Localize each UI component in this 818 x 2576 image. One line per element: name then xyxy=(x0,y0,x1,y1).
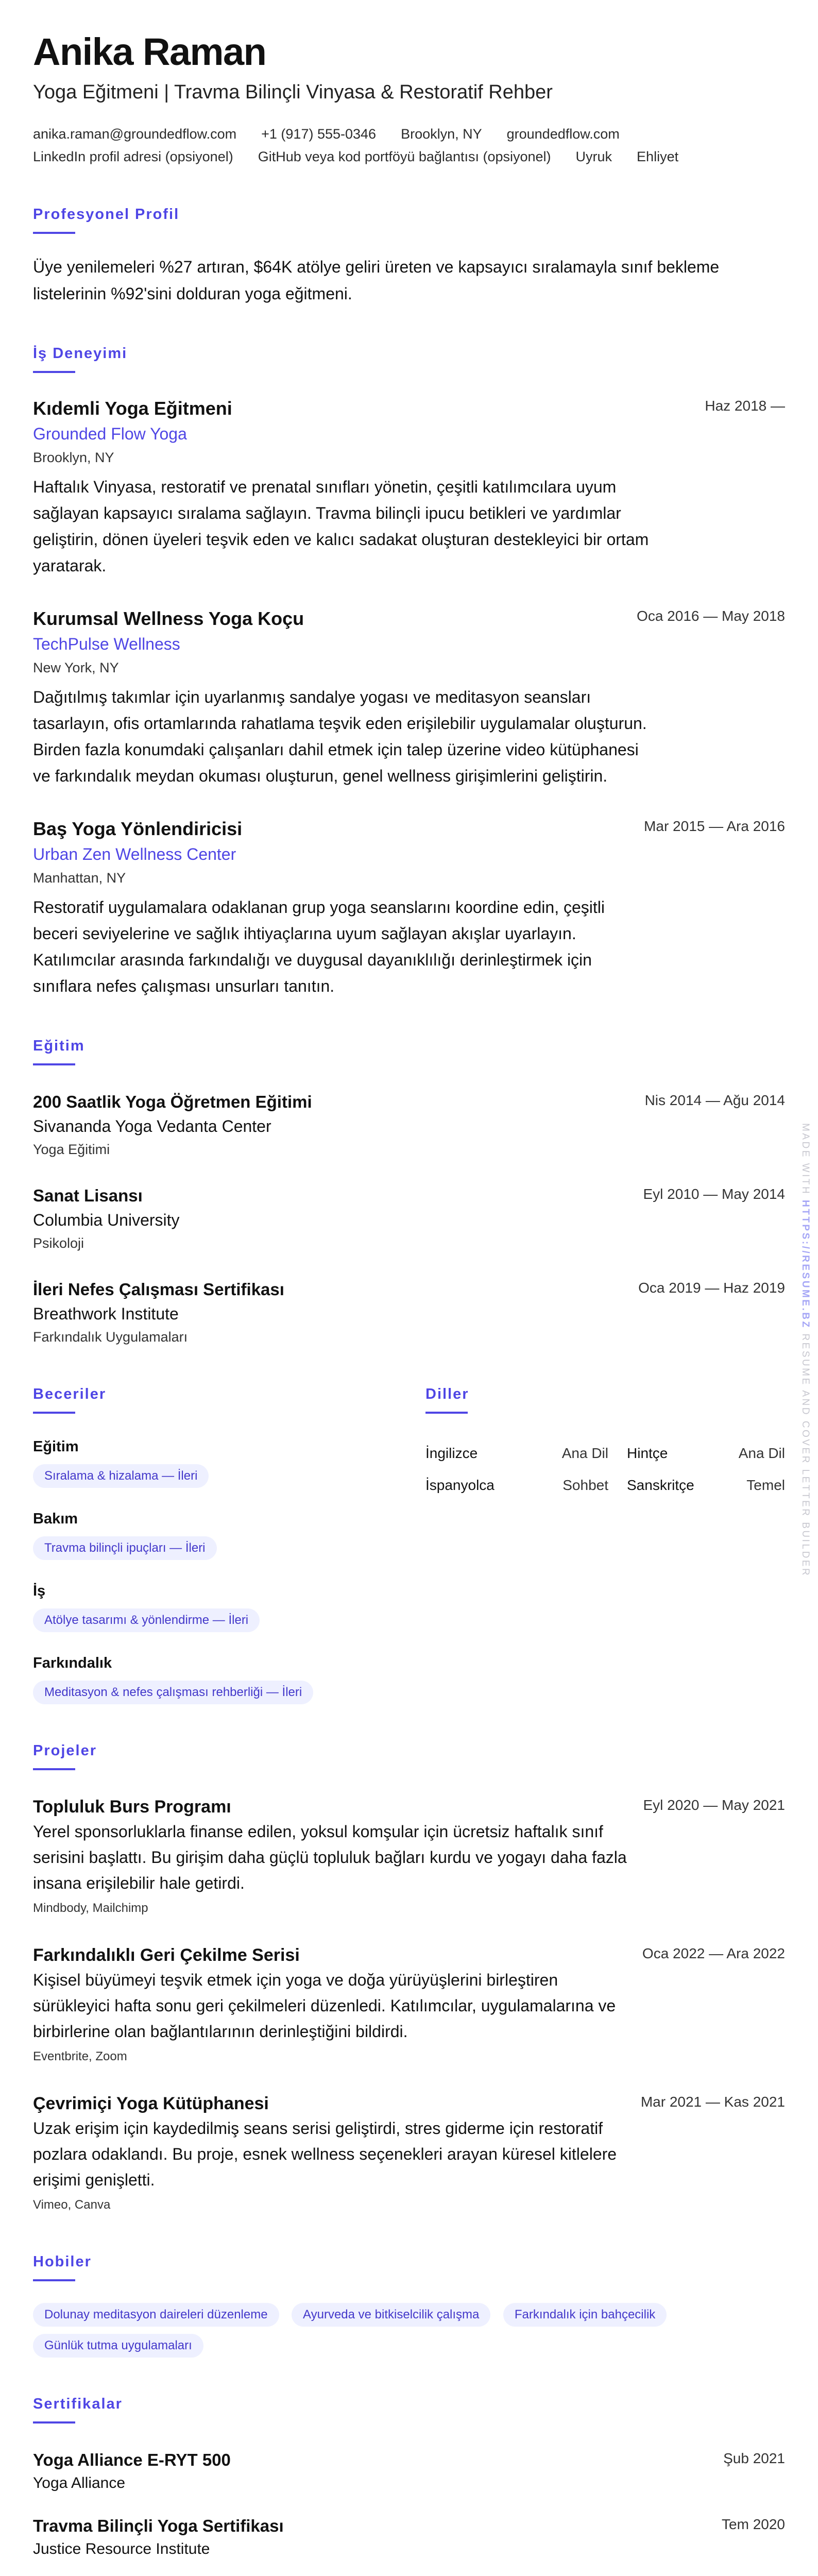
skill-category: İş xyxy=(33,1583,46,1599)
section-divider xyxy=(425,1412,468,1414)
section-divider xyxy=(33,1768,75,1770)
job-location: Brooklyn, NY xyxy=(33,450,114,465)
builder-watermark xyxy=(800,1123,811,1577)
languages-section xyxy=(425,1384,785,1704)
experience-entry xyxy=(33,606,785,789)
education-entry xyxy=(33,1090,785,1160)
languages-section-title: Diller xyxy=(425,1386,469,1402)
job-title: Baş Yoga Yönlendiricisi xyxy=(33,818,243,839)
project-entry xyxy=(33,2092,785,2215)
watermark-link[interactable]: HTTPS://RESUME.BZ xyxy=(800,1200,811,1329)
experience-entry xyxy=(33,396,785,579)
certification-date: Tem 2020 xyxy=(722,2516,785,2532)
project-name: Farkındalıklı Geri Çekilme Serisi xyxy=(33,1945,300,1965)
project-tools: Mindbody, Mailchimp xyxy=(33,1901,148,1915)
experience-section xyxy=(33,343,785,999)
section-divider xyxy=(33,1412,75,1414)
watermark-prefix: MADE WITH xyxy=(800,1123,811,1196)
job-date: Haz 2018 — xyxy=(705,398,785,414)
skill-group xyxy=(33,1436,425,1488)
section-divider xyxy=(33,371,75,373)
candidate-headline: Yoga Eğitmeni | Travma Bilinçli Vinyasa & Restoratif Rehber xyxy=(33,81,553,103)
skills-languages-row xyxy=(33,1384,785,1704)
skill-tag: Sıralama & hizalama — İleri xyxy=(33,1464,209,1488)
project-date: Eyl 2020 — May 2021 xyxy=(643,1797,785,1813)
project-date: Mar 2021 — Kas 2021 xyxy=(640,2094,785,2110)
section-divider xyxy=(33,2421,75,2424)
project-description: Kişisel büyümeyi teşvik etmek için yoga ve doğa yürüyüşlerini birleştiren sürükleyici hafta sonu geri çekilmeleri düzenledi. Katılımcılar, uygulamalarına ve birbirlerine olan bağlantılarının derinleştiğini bildirdi. xyxy=(33,1971,616,2041)
profile-section xyxy=(33,204,785,307)
certification-name: Travma Bilinçli Yoga Sertifikası xyxy=(33,2516,284,2535)
profile-summary: Üye yenilemeleri %27 artıran, $64K atölye geliri üreten ve kapsayıcı sıralamayla sınıf bekleme listelerinin %92'sini dolduran yoga eğitmeni. xyxy=(33,258,720,303)
company-name: Urban Zen Wellness Center xyxy=(33,845,236,863)
project-name: Topluluk Burs Programı xyxy=(33,1797,231,1817)
job-date: Oca 2016 — May 2018 xyxy=(637,608,785,624)
certification-issuer: Yoga Alliance xyxy=(33,2475,126,2492)
study-field: Yoga Eğitimi xyxy=(33,1142,110,1157)
skill-tag: Meditasyon & nefes çalışması rehberliği — İleri xyxy=(33,1681,313,1704)
experience-entry xyxy=(33,816,785,999)
hobby-tag: Ayurveda ve bitkiselcilik çalışma xyxy=(292,2303,490,2327)
contact-linkedin[interactable]: LinkedIn profil adresi (opsiyonel) xyxy=(33,149,233,164)
contact-location: Brooklyn, NY xyxy=(401,126,482,142)
section-divider xyxy=(33,1063,75,1065)
study-field: Farkındalık Uygulamaları xyxy=(33,1329,188,1345)
language-name: İngilizce xyxy=(425,1445,478,1461)
degree-title: Sanat Lisansı xyxy=(33,1186,143,1205)
education-date: Nis 2014 — Ağu 2014 xyxy=(644,1092,785,1108)
contact-phone[interactable]: +1 (917) 555-0346 xyxy=(261,126,377,142)
skills-section xyxy=(33,1384,425,1704)
degree-title: İleri Nefes Çalışması Sertifikası xyxy=(33,1280,284,1299)
job-description: Dağıtılmış takımlar için uyarlanmış sandalye yogası ve meditasyon seansları tasarlayın, ofis ortamlarında rahatlama teşvik eden erişilebilir uygulamalar oluşturun. Birden fazla konumdaki çalışanları dahil etmek için talep üzerine video kütüphanesi ve farkındalık meydan okuması oluşturun, genel wellness girişimlerini geliştirin. xyxy=(33,688,647,785)
education-date: Eyl 2010 — May 2014 xyxy=(643,1186,785,1202)
languages-grid xyxy=(425,1437,785,1501)
contact-nationality: Uyruk xyxy=(575,149,612,164)
job-title: Kıdemli Yoga Eğitmeni xyxy=(33,398,232,419)
language-level: Sohbet xyxy=(563,1477,608,1493)
certifications-section xyxy=(33,2394,785,2561)
resume-page xyxy=(33,29,785,2561)
education-date: Oca 2019 — Haz 2019 xyxy=(638,1280,785,1296)
skill-group xyxy=(33,1653,425,1704)
language-level: Ana Dil xyxy=(561,1445,608,1461)
project-date: Oca 2022 — Ara 2022 xyxy=(642,1945,785,1961)
skill-category: Eğitim xyxy=(33,1438,79,1455)
project-tools: Vimeo, Canva xyxy=(33,2198,111,2212)
hobby-tag: Dolunay meditasyon daireleri düzenleme xyxy=(33,2303,279,2327)
project-description: Uzak erişim için kaydedilmiş seans serisi geliştirdi, stres giderme için restoratif pozlara odaklandı. Bu proje, esnek wellness seçenekleri arayan küresel kitlelere erişimi genişletti. xyxy=(33,2119,617,2189)
contact-row-secondary xyxy=(33,145,785,168)
language-name: Sanskritçe xyxy=(627,1477,694,1493)
skill-group xyxy=(33,1509,425,1560)
experience-section-title: İş Deneyimi xyxy=(33,345,128,362)
school-name: Breathwork Institute xyxy=(33,1304,179,1323)
project-name: Çevrimiçi Yoga Kütüphanesi xyxy=(33,2094,269,2113)
education-entry xyxy=(33,1278,785,1348)
profile-section-title: Profesyonel Profil xyxy=(33,206,180,223)
certification-issuer: Justice Resource Institute xyxy=(33,2540,210,2557)
watermark-suffix: RESUME AND COVER LETTER BUILDER xyxy=(800,1333,811,1578)
certification-name: Yoga Alliance E-RYT 500 xyxy=(33,2450,231,2469)
company-name: TechPulse Wellness xyxy=(33,635,180,653)
job-title: Kurumsal Wellness Yoga Koçu xyxy=(33,608,304,629)
skill-tag: Atölye tasarımı & yönlendirme — İleri xyxy=(33,1608,260,1632)
certification-entry xyxy=(33,2514,785,2561)
education-section-title: Eğitim xyxy=(33,1038,85,1054)
skill-group xyxy=(33,1581,425,1632)
hobby-tag: Günlük tutma uygulamaları xyxy=(33,2334,203,2358)
language-name: İspanyolca xyxy=(425,1477,495,1493)
candidate-name: Anika Raman xyxy=(33,30,266,73)
company-name: Grounded Flow Yoga xyxy=(33,425,187,443)
project-description: Yerel sponsorluklarla finanse edilen, yoksul komşular için ücretsiz haftalık sınıf serisini başlattı. Bu girişim daha güçlü topluluk bağları kurdu ve yogayı daha fazla insana erişilebilir hale getirdi. xyxy=(33,1822,627,1892)
skill-tag: Travma bilinçli ipuçları — İleri xyxy=(33,1536,217,1560)
contact-license: Ehliyet xyxy=(637,149,679,164)
project-entry xyxy=(33,1795,785,1919)
contact-github[interactable]: GitHub veya kod portföyü bağlantısı (opsiyonel) xyxy=(258,149,551,164)
job-description: Haftalık Vinyasa, restoratif ve prenatal sınıfları yönetin, çeşitli katılımcılara uyum sağlayan kapsayıcı sıralama sağlayın. Travma bilinçli ipucu betikleri ve yardımlar geliştirin, dönen üyeleri teşvik eden ve kalıcı sadakat oluşturan destekleyici bir ortam yaratarak. xyxy=(33,478,649,575)
language-level: Ana Dil xyxy=(738,1445,785,1461)
project-entry xyxy=(33,1943,785,2067)
school-name: Sivananda Yoga Vedanta Center xyxy=(33,1117,271,1136)
section-divider xyxy=(33,232,75,234)
hobbies-section-title: Hobiler xyxy=(33,2253,92,2270)
certification-entry xyxy=(33,2448,785,2495)
projects-section-title: Projeler xyxy=(33,1742,97,1759)
job-location: Manhattan, NY xyxy=(33,870,126,886)
education-entry xyxy=(33,1184,785,1254)
job-description: Restoratif uygulamalara odaklanan grup yoga seanslarını koordine edin, çeşitli beceri seviyelerine ve sağlık ihtiyaçlarına uyum sağlayan akışlar uyarlayın. Katılımcılar arasında farkındalığı ve duygusal dayanıklılığı derinleştirmek için sınıflara nefes çalışması unsurları tanıtın. xyxy=(33,898,605,995)
certifications-section-title: Sertifikalar xyxy=(33,2396,123,2412)
section-divider xyxy=(33,2279,75,2281)
skill-category: Bakım xyxy=(33,1511,78,1527)
skill-category: Farkındalık xyxy=(33,1655,112,1671)
school-name: Columbia University xyxy=(33,1211,180,1229)
language-level: Temel xyxy=(746,1477,785,1493)
hobby-tag: Farkındalık için bahçecilik xyxy=(503,2303,667,2327)
contact-website[interactable]: groundedflow.com xyxy=(506,126,620,142)
study-field: Psikoloji xyxy=(33,1235,84,1251)
skills-section-title: Beceriler xyxy=(33,1386,107,1402)
projects-section xyxy=(33,1740,785,2215)
contact-email[interactable]: anika.raman@groundedflow.com xyxy=(33,126,237,142)
certification-date: Şub 2021 xyxy=(723,2450,785,2466)
degree-title: 200 Saatlik Yoga Öğretmen Eğitimi xyxy=(33,1092,312,1111)
job-location: New York, NY xyxy=(33,660,119,675)
job-date: Mar 2015 — Ara 2016 xyxy=(644,818,785,834)
hobbies-section xyxy=(33,2251,785,2358)
project-tools: Eventbrite, Zoom xyxy=(33,2049,127,2063)
contact-row-primary xyxy=(33,123,785,145)
education-section xyxy=(33,1036,785,1348)
hobby-tags xyxy=(33,2296,785,2358)
language-name: Hintçe xyxy=(627,1445,668,1461)
